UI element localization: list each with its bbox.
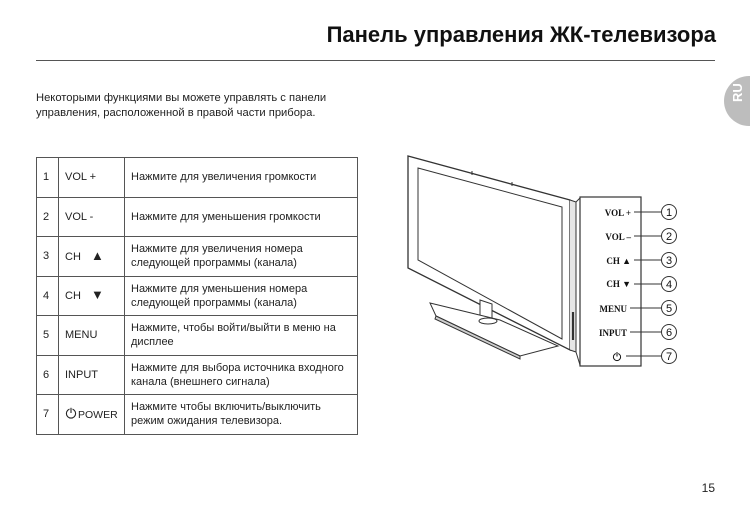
arrow-up-icon: ▲ [90, 247, 104, 263]
row-number: 2 [37, 197, 59, 237]
callout-number: 6 [665, 327, 673, 339]
key-label: CH [65, 290, 81, 303]
table-row [37, 237, 358, 277]
table-row [37, 316, 358, 356]
row-description: Нажмите для увеличения громкости [125, 158, 358, 198]
tv-diagram [400, 150, 700, 380]
title-divider [36, 60, 715, 61]
power-icon [65, 407, 77, 419]
callout-number: 4 [665, 279, 673, 291]
callout-number: 5 [665, 303, 673, 315]
page-number: 15 [701, 481, 715, 495]
row-key: MENU [59, 316, 125, 356]
panel-label-menu: MENU [599, 304, 627, 314]
table-row [37, 395, 358, 435]
panel-label-ch-up: CH ▲ [606, 256, 631, 266]
callout-number: 1 [665, 207, 673, 219]
panel-label-ch-down: CH ▼ [606, 279, 631, 289]
table-row [37, 276, 358, 316]
key-label: CH [65, 250, 81, 263]
panel-label-input: INPUT [598, 328, 627, 338]
row-description: Нажмите для выбора источника входного канала (внешнего сигнала) [125, 355, 358, 395]
row-key [59, 276, 125, 316]
row-key: VOL - [59, 197, 125, 237]
panel-label-vol-plus: VOL + [604, 208, 631, 218]
row-description: Нажмите для увеличения номера следующей программы (канала) [125, 237, 358, 277]
row-number: 7 [37, 395, 59, 435]
table-row [37, 158, 358, 198]
callout-number: 3 [665, 255, 673, 267]
row-key: INPUT [59, 355, 125, 395]
callout-number: 7 [665, 351, 673, 363]
row-key [59, 237, 125, 277]
row-description: Нажмите, чтобы войти/выйти в меню на дисплее [125, 316, 358, 356]
callout-number: 2 [665, 231, 673, 243]
row-number: 4 [37, 276, 59, 316]
page-title: Панель управления ЖК-телевизора [326, 22, 716, 47]
controls-table [36, 157, 358, 435]
language-tab [724, 76, 750, 126]
row-description: Нажмите для уменьшения номера следующей программы (канала) [125, 276, 358, 316]
row-description: Нажмите для уменьшения громкости [125, 197, 358, 237]
table-row [37, 197, 358, 237]
table-row [37, 355, 358, 395]
row-number: 6 [37, 355, 59, 395]
row-key [59, 395, 125, 435]
row-key: VOL + [59, 158, 125, 198]
row-number: 5 [37, 316, 59, 356]
panel-label-vol-minus: VOL – [605, 232, 631, 242]
language-label: RU [730, 83, 745, 102]
row-description: Нажмите чтобы включить/выключить режим ожидания телевизора. [125, 395, 358, 435]
row-number: 1 [37, 158, 59, 198]
row-number: 3 [37, 237, 59, 277]
tv-illustration [408, 156, 576, 359]
intro-text: Некоторыми функциями вы можете управлять с панели управления, расположенной в правой части прибора. [36, 92, 327, 119]
arrow-down-icon: ▼ [90, 287, 104, 303]
key-label: POWER [78, 408, 118, 421]
